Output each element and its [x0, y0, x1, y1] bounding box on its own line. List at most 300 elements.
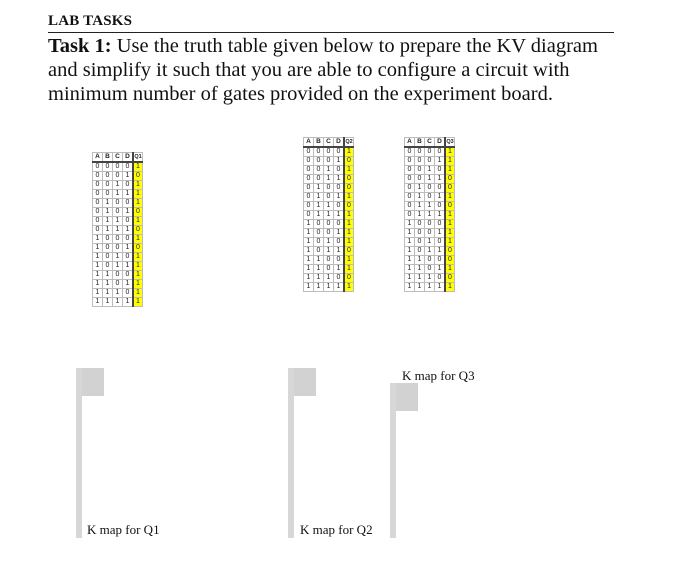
input-cell: 0	[314, 247, 324, 256]
column-header: B	[103, 153, 113, 163]
input-cell: 1	[415, 202, 425, 211]
table-row	[304, 229, 354, 238]
input-cell: 1	[435, 247, 446, 256]
table-row	[405, 274, 455, 283]
table-row	[304, 211, 354, 220]
input-cell: 1	[425, 211, 435, 220]
input-cell: 1	[103, 226, 113, 235]
table-row	[93, 289, 143, 298]
input-cell: 1	[103, 217, 113, 226]
input-cell: 0	[324, 184, 334, 193]
column-header: A	[405, 138, 415, 148]
input-cell: 0	[103, 262, 113, 271]
input-cell: 0	[324, 229, 334, 238]
table-row	[304, 265, 354, 274]
input-cell: 0	[123, 217, 134, 226]
table-row	[405, 238, 455, 247]
input-cell: 1	[93, 235, 103, 244]
input-cell: 1	[324, 238, 334, 247]
input-cell: 0	[334, 256, 345, 265]
output-cell: 0	[344, 247, 354, 256]
input-cell: 1	[405, 220, 415, 229]
input-cell: 1	[405, 238, 415, 247]
input-cell: 0	[103, 172, 113, 181]
output-cell: 1	[133, 253, 143, 262]
input-cell: 1	[435, 211, 446, 220]
output-cell: 1	[344, 256, 354, 265]
table-row	[405, 147, 455, 157]
input-cell: 0	[435, 238, 446, 247]
input-cell: 1	[324, 166, 334, 175]
table-row	[405, 157, 455, 166]
input-cell: 1	[425, 247, 435, 256]
input-cell: 1	[415, 193, 425, 202]
input-cell: 0	[103, 235, 113, 244]
table-header-row	[405, 138, 455, 148]
input-cell: 0	[93, 181, 103, 190]
input-cell: 0	[324, 193, 334, 202]
input-cell: 1	[314, 193, 324, 202]
output-cell: 1	[133, 271, 143, 280]
input-cell: 0	[93, 190, 103, 199]
input-cell: 0	[425, 256, 435, 265]
output-cell: 1	[133, 199, 143, 208]
output-cell: 1	[445, 220, 455, 229]
input-cell: 1	[435, 265, 446, 274]
input-cell: 0	[324, 157, 334, 166]
output-cell: 0	[344, 175, 354, 184]
input-cell: 1	[334, 247, 345, 256]
output-cell: 0	[344, 157, 354, 166]
table-row	[93, 262, 143, 271]
input-cell: 0	[334, 238, 345, 247]
input-cell: 0	[314, 166, 324, 175]
input-cell: 1	[93, 298, 103, 307]
input-cell: 1	[103, 289, 113, 298]
output-cell: 0	[445, 202, 455, 211]
input-cell: 1	[425, 202, 435, 211]
input-cell: 0	[123, 271, 134, 280]
input-cell: 0	[405, 147, 415, 157]
table-row	[93, 235, 143, 244]
input-cell: 1	[415, 211, 425, 220]
input-cell: 0	[103, 181, 113, 190]
input-cell: 0	[425, 147, 435, 157]
table-row	[93, 280, 143, 289]
table-row	[304, 256, 354, 265]
input-cell: 1	[405, 265, 415, 274]
table-row	[93, 208, 143, 217]
input-cell: 1	[324, 247, 334, 256]
input-cell: 1	[93, 289, 103, 298]
table-row	[405, 202, 455, 211]
input-cell: 1	[314, 274, 324, 283]
input-cell: 1	[425, 274, 435, 283]
table-row	[405, 229, 455, 238]
input-cell: 0	[113, 271, 123, 280]
output-cell: 0	[445, 256, 455, 265]
input-cell: 1	[334, 175, 345, 184]
input-cell: 0	[304, 184, 314, 193]
table-row	[93, 162, 143, 172]
input-cell: 0	[334, 147, 345, 157]
table-row	[405, 220, 455, 229]
output-cell: 1	[445, 211, 455, 220]
input-cell: 0	[405, 193, 415, 202]
output-cell: 1	[344, 193, 354, 202]
input-cell: 0	[324, 265, 334, 274]
output-column-header: Q3	[446, 139, 454, 145]
output-cell: 0	[133, 172, 143, 181]
table-row	[304, 184, 354, 193]
kmap-q1-area	[76, 368, 106, 538]
input-cell: 1	[334, 211, 345, 220]
input-cell: 1	[324, 211, 334, 220]
input-cell: 1	[123, 190, 134, 199]
input-cell: 0	[435, 184, 446, 193]
input-cell: 1	[324, 175, 334, 184]
input-cell: 1	[435, 157, 446, 166]
truth-table-q1	[92, 152, 143, 307]
table-row	[93, 244, 143, 253]
input-cell: 1	[93, 271, 103, 280]
input-cell: 1	[415, 274, 425, 283]
input-cell: 1	[334, 193, 345, 202]
input-cell: 1	[113, 253, 123, 262]
table-row	[405, 166, 455, 175]
input-cell: 1	[304, 256, 314, 265]
column-header: D	[123, 153, 134, 163]
caption-kmap-q2: K map for Q2	[300, 522, 373, 537]
output-cell: 1	[133, 289, 143, 298]
input-cell: 1	[314, 211, 324, 220]
output-cell: 0	[133, 226, 143, 235]
kmap-q3-area	[390, 383, 420, 538]
table-header-row	[93, 153, 143, 163]
input-cell: 1	[113, 226, 123, 235]
input-cell: 0	[304, 166, 314, 175]
input-cell: 0	[425, 229, 435, 238]
table-row	[304, 283, 354, 292]
input-cell: 0	[314, 229, 324, 238]
output-cell: 1	[133, 235, 143, 244]
input-cell: 1	[123, 208, 134, 217]
input-cell: 1	[103, 208, 113, 217]
output-cell: 1	[344, 166, 354, 175]
input-cell: 1	[405, 283, 415, 292]
input-cell: 1	[314, 256, 324, 265]
output-cell: 1	[344, 220, 354, 229]
table-row	[93, 298, 143, 307]
table-row	[304, 220, 354, 229]
output-cell: 1	[133, 162, 143, 172]
input-cell: 1	[123, 172, 134, 181]
input-cell: 1	[304, 238, 314, 247]
output-cell: 1	[133, 262, 143, 271]
output-cell: 1	[445, 157, 455, 166]
task-text: Use the truth table given below to prepare the KV diagram and simplify it such that you are able to configure a circuit with minimum number of gates provided on the experiment board.	[48, 35, 598, 105]
input-cell: 0	[415, 157, 425, 166]
input-cell: 1	[425, 283, 435, 292]
input-cell: 0	[304, 175, 314, 184]
input-cell: 1	[425, 166, 435, 175]
column-header: D	[435, 138, 446, 148]
output-cell: 1	[133, 280, 143, 289]
input-cell: 0	[415, 166, 425, 175]
input-cell: 1	[123, 244, 134, 253]
input-cell: 1	[405, 274, 415, 283]
input-cell: 1	[415, 283, 425, 292]
input-cell: 0	[425, 157, 435, 166]
output-cell: 1	[344, 229, 354, 238]
input-cell: 0	[314, 175, 324, 184]
input-cell: 0	[314, 157, 324, 166]
output-cell: 0	[344, 202, 354, 211]
table-row	[304, 147, 354, 157]
input-cell: 0	[435, 147, 446, 157]
table-row	[304, 193, 354, 202]
input-cell: 0	[435, 256, 446, 265]
input-cell: 0	[103, 253, 113, 262]
input-cell: 1	[324, 202, 334, 211]
input-cell: 1	[123, 226, 134, 235]
table-row	[93, 253, 143, 262]
section-heading: LAB TASKS	[48, 13, 133, 29]
input-cell: 1	[113, 289, 123, 298]
input-cell: 1	[304, 274, 314, 283]
input-cell: 0	[123, 199, 134, 208]
table-row	[93, 172, 143, 181]
input-cell: 0	[405, 157, 415, 166]
output-cell: 1	[445, 147, 455, 157]
output-cell: 1	[133, 298, 143, 307]
table-row	[304, 202, 354, 211]
input-cell: 1	[123, 298, 134, 307]
input-cell: 0	[324, 147, 334, 157]
table-row	[405, 283, 455, 292]
input-cell: 1	[405, 229, 415, 238]
input-cell: 0	[415, 247, 425, 256]
table-row	[93, 199, 143, 208]
input-cell: 1	[103, 199, 113, 208]
output-column-header: Q1	[134, 154, 142, 160]
input-cell: 1	[314, 265, 324, 274]
input-cell: 0	[123, 162, 134, 172]
input-cell: 1	[304, 220, 314, 229]
kmap-q1-cell	[82, 368, 104, 396]
input-cell: 1	[415, 265, 425, 274]
input-cell: 0	[304, 157, 314, 166]
input-cell: 0	[405, 166, 415, 175]
input-cell: 0	[425, 193, 435, 202]
column-header: C	[324, 138, 334, 148]
input-cell: 0	[93, 226, 103, 235]
table-header-row	[304, 138, 354, 148]
table-row	[93, 271, 143, 280]
input-cell: 1	[435, 193, 446, 202]
input-cell: 0	[123, 289, 134, 298]
table-row	[304, 274, 354, 283]
output-cell: 1	[133, 190, 143, 199]
column-header: C	[113, 153, 123, 163]
input-cell: 0	[415, 147, 425, 157]
input-cell: 0	[103, 190, 113, 199]
input-cell: 1	[93, 262, 103, 271]
input-cell: 0	[415, 220, 425, 229]
table-row	[405, 175, 455, 184]
output-cell: 1	[133, 181, 143, 190]
input-cell: 0	[304, 193, 314, 202]
input-cell: 0	[415, 175, 425, 184]
input-cell: 0	[93, 162, 103, 172]
output-cell: 1	[445, 193, 455, 202]
table-row	[93, 190, 143, 199]
table-row	[304, 175, 354, 184]
input-cell: 1	[435, 283, 446, 292]
input-cell: 0	[113, 162, 123, 172]
table-row	[304, 157, 354, 166]
output-cell: 1	[445, 166, 455, 175]
input-cell: 1	[314, 202, 324, 211]
table-row	[93, 217, 143, 226]
input-cell: 1	[415, 256, 425, 265]
input-cell: 0	[103, 162, 113, 172]
input-cell: 0	[435, 202, 446, 211]
input-cell: 1	[103, 298, 113, 307]
input-cell: 0	[93, 208, 103, 217]
output-cell: 1	[344, 147, 354, 157]
column-header: B	[415, 138, 425, 148]
input-cell: 0	[93, 217, 103, 226]
input-cell: 0	[435, 166, 446, 175]
input-cell: 0	[314, 147, 324, 157]
input-cell: 0	[425, 220, 435, 229]
output-column-header: Q2	[345, 139, 353, 145]
input-cell: 1	[113, 190, 123, 199]
input-cell: 1	[103, 271, 113, 280]
input-cell: 1	[324, 274, 334, 283]
output-cell: 1	[445, 229, 455, 238]
input-cell: 1	[123, 280, 134, 289]
output-cell: 0	[133, 208, 143, 217]
heading-divider	[48, 32, 614, 33]
column-header: C	[425, 138, 435, 148]
input-cell: 1	[103, 280, 113, 289]
input-cell: 1	[425, 175, 435, 184]
input-cell: 0	[334, 274, 345, 283]
input-cell: 1	[334, 283, 345, 292]
input-cell: 0	[334, 166, 345, 175]
input-cell: 0	[425, 184, 435, 193]
input-cell: 0	[415, 238, 425, 247]
input-cell: 0	[314, 238, 324, 247]
input-cell: 0	[113, 208, 123, 217]
output-cell: 0	[445, 184, 455, 193]
caption-kmap-q1: K map for Q1	[87, 522, 160, 537]
input-cell: 0	[113, 280, 123, 289]
input-cell: 1	[113, 298, 123, 307]
input-cell: 0	[113, 172, 123, 181]
input-cell: 1	[304, 283, 314, 292]
input-cell: 0	[123, 253, 134, 262]
task-label: Task 1:	[48, 35, 112, 57]
input-cell: 1	[304, 265, 314, 274]
input-cell: 0	[405, 184, 415, 193]
input-cell: 0	[334, 220, 345, 229]
input-cell: 0	[113, 235, 123, 244]
input-cell: 0	[304, 211, 314, 220]
truth-table-q2	[303, 137, 354, 292]
kmap-q2-cell	[294, 368, 316, 396]
input-cell: 1	[314, 283, 324, 292]
input-cell: 1	[425, 238, 435, 247]
column-header: D	[334, 138, 345, 148]
input-cell: 1	[113, 181, 123, 190]
input-cell: 0	[314, 220, 324, 229]
output-cell: 0	[445, 274, 455, 283]
caption-kmap-q3: K map for Q3	[402, 368, 475, 383]
input-cell: 0	[425, 265, 435, 274]
input-cell: 1	[405, 247, 415, 256]
input-cell: 0	[324, 220, 334, 229]
input-cell: 1	[415, 184, 425, 193]
input-cell: 1	[113, 217, 123, 226]
input-cell: 0	[93, 199, 103, 208]
output-cell: 0	[445, 247, 455, 256]
table-row	[405, 247, 455, 256]
input-cell: 0	[103, 244, 113, 253]
output-cell: 0	[344, 274, 354, 283]
table-row	[304, 166, 354, 175]
input-cell: 0	[415, 229, 425, 238]
output-cell: 1	[344, 238, 354, 247]
output-cell: 0	[445, 175, 455, 184]
input-cell: 1	[304, 247, 314, 256]
output-cell: 1	[445, 265, 455, 274]
input-cell: 0	[304, 147, 314, 157]
column-header: B	[314, 138, 324, 148]
input-cell: 0	[405, 175, 415, 184]
output-cell: 1	[133, 217, 143, 226]
table-row	[405, 184, 455, 193]
input-cell: 1	[93, 253, 103, 262]
input-cell: 0	[123, 235, 134, 244]
input-cell: 0	[113, 244, 123, 253]
output-cell: 0	[344, 184, 354, 193]
output-cell: 1	[344, 265, 354, 274]
output-cell: 0	[133, 244, 143, 253]
input-cell: 1	[435, 229, 446, 238]
output-cell: 1	[445, 238, 455, 247]
input-cell: 0	[405, 202, 415, 211]
input-cell: 0	[123, 181, 134, 190]
input-cell: 1	[123, 262, 134, 271]
input-cell: 1	[113, 262, 123, 271]
output-cell: 1	[344, 211, 354, 220]
input-cell: 1	[314, 184, 324, 193]
task-description	[48, 34, 628, 106]
column-header: A	[93, 153, 103, 163]
column-header: A	[304, 138, 314, 148]
input-cell: 0	[334, 184, 345, 193]
truth-table-q3	[404, 137, 455, 292]
input-cell: 0	[435, 220, 446, 229]
table-row	[304, 238, 354, 247]
input-cell: 1	[93, 280, 103, 289]
input-cell: 0	[93, 172, 103, 181]
input-cell: 0	[324, 256, 334, 265]
table-row	[405, 265, 455, 274]
